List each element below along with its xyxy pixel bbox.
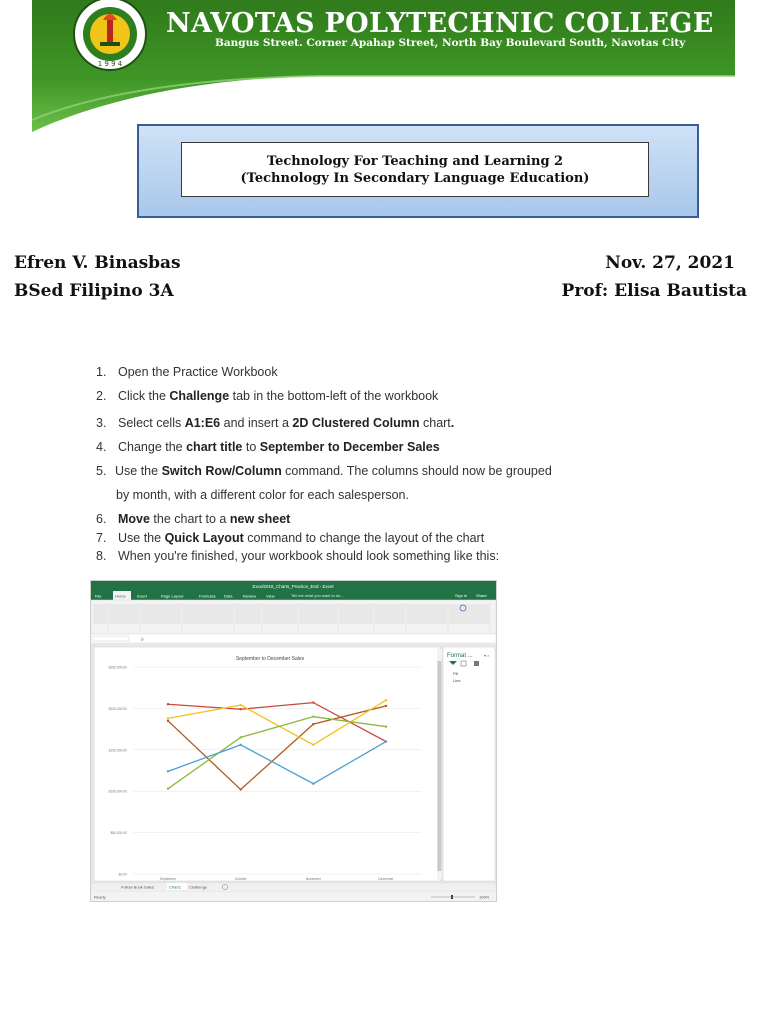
ribbon-group[interactable]: [407, 604, 447, 624]
step-emphasis: new sheet: [229, 512, 291, 526]
course-title-box: [181, 142, 649, 197]
data-point[interactable]: [239, 708, 241, 710]
instruction-step: [116, 488, 409, 502]
ribbon-group[interactable]: [299, 604, 337, 624]
ribbon-group[interactable]: [141, 604, 181, 624]
name-box[interactable]: [93, 636, 129, 641]
ribbon-tab-view[interactable]: View: [266, 593, 275, 599]
step-emphasis: .: [450, 416, 455, 430]
ribbon-tab-formulas[interactable]: Formulas: [199, 593, 216, 599]
instruction-step: [96, 531, 484, 545]
professor-name: Prof: Elisa Bautista: [561, 281, 747, 301]
data-point[interactable]: [312, 701, 314, 703]
tell-me-box[interactable]: Tell me what you want to do...: [291, 593, 344, 598]
ribbon-group[interactable]: [449, 604, 489, 624]
size-properties-icon[interactable]: [474, 661, 479, 666]
data-point[interactable]: [312, 723, 314, 725]
data-point[interactable]: [167, 720, 169, 722]
y-tick-label: $50,000.00: [110, 831, 127, 836]
step-number: 7.: [96, 531, 107, 545]
sheet-tab[interactable]: Follow Book Sales: [121, 884, 154, 890]
excel-screenshot: [90, 580, 497, 902]
data-point[interactable]: [312, 715, 314, 717]
step-text: Click the: [118, 389, 170, 403]
data-point[interactable]: [312, 744, 314, 746]
step-emphasis: 2D Clustered Column: [292, 416, 420, 430]
step-number: 2.: [96, 389, 107, 403]
step-number: 3.: [96, 416, 107, 430]
step-text: command. The columns should now be grouped: [281, 464, 552, 478]
step-emphasis: Switch Row/Column: [161, 464, 282, 478]
data-point[interactable]: [385, 699, 387, 701]
step-text: Use the: [118, 531, 165, 545]
svg-text:1 9 9 4: 1 9 9 4: [97, 60, 123, 68]
step-emphasis: September to December Sales: [259, 440, 440, 454]
instruction-step: [96, 549, 499, 563]
course-subtitle: (Technology In Secondary Language Education): [240, 170, 590, 186]
college-name: NAVOTAS POLYTECHNIC COLLEGE: [166, 8, 714, 39]
step-text: Select cells: [118, 416, 185, 430]
instruction-step: [96, 416, 454, 430]
formula-bar[interactable]: [91, 634, 496, 643]
ribbon-group[interactable]: [339, 604, 373, 624]
data-point[interactable]: [312, 783, 314, 785]
step-text: tab in the bottom-left of the workbook: [229, 389, 439, 403]
ribbon-group[interactable]: [183, 604, 233, 624]
close-icon[interactable]: ▾ ×: [484, 653, 490, 658]
step-number: 4.: [96, 440, 107, 454]
data-point[interactable]: [167, 717, 169, 719]
sign-in-link[interactable]: Sign in: [455, 593, 468, 598]
step-text: When you're finished, your workbook should look something like this:: [118, 549, 500, 563]
excel-window-title: Excel2016_Charts_Practice_End - Excel: [252, 584, 334, 589]
step-text: Change the: [118, 440, 187, 454]
ribbon-tab-home[interactable]: Home: [115, 593, 126, 599]
step-text: to: [242, 440, 260, 454]
data-point[interactable]: [167, 788, 169, 790]
data-point[interactable]: [239, 704, 241, 706]
vertical-scroll-thumb[interactable]: [438, 661, 442, 871]
chart-title[interactable]: September to December Sales: [235, 656, 305, 662]
format-pane-title: Format ...: [447, 653, 473, 659]
format-pane-fill[interactable]: Fill: [453, 671, 459, 676]
step-number: 5.: [96, 464, 107, 478]
step-emphasis: chart title: [186, 440, 243, 454]
student-section: BSed Filipino 3A: [14, 281, 174, 301]
instruction-step: [96, 512, 290, 526]
step-number: 8.: [96, 549, 107, 563]
share-button[interactable]: Share: [476, 593, 487, 598]
y-tick-label: $100,000.00: [108, 789, 127, 794]
step-text: Open the Practice Workbook: [118, 365, 278, 379]
data-point[interactable]: [385, 725, 387, 727]
submission-date: Nov. 27, 2021: [605, 253, 735, 273]
zoom-slider-thumb[interactable]: [451, 895, 453, 899]
fx-label: fx: [141, 636, 144, 642]
x-tick-label: October: [234, 877, 247, 881]
format-pane: [443, 647, 495, 881]
step-emphasis: A1:E6: [184, 416, 221, 430]
ribbon-tab-file[interactable]: File: [95, 593, 102, 599]
step-number: 6.: [96, 512, 107, 526]
y-tick-label: $150,000.00: [108, 748, 127, 753]
data-point[interactable]: [239, 736, 241, 738]
ribbon-group[interactable]: [235, 604, 261, 624]
data-point[interactable]: [167, 770, 169, 772]
ribbon-group[interactable]: [93, 604, 107, 624]
ribbon-group[interactable]: [109, 604, 139, 624]
college-seal: [62, 0, 162, 80]
status-text: Ready: [94, 894, 106, 900]
data-point[interactable]: [239, 788, 241, 790]
data-point[interactable]: [385, 740, 387, 742]
sheet-tab[interactable]: Challenge: [189, 884, 208, 890]
zoom-level[interactable]: 100%: [479, 894, 490, 900]
ribbon-group[interactable]: [375, 604, 405, 624]
step-text: Use the: [115, 464, 162, 478]
step-emphasis: Challenge: [169, 389, 230, 403]
format-pane-line[interactable]: Line: [453, 678, 461, 683]
ribbon-group[interactable]: [263, 604, 297, 624]
x-tick-label: November: [305, 877, 321, 881]
step-emphasis: Quick Layout: [164, 531, 244, 545]
ribbon-tab-data[interactable]: Data: [224, 593, 233, 599]
chart-sheet[interactable]: [94, 647, 440, 881]
ribbon-tab-review[interactable]: Review: [243, 593, 257, 599]
instruction-step: [96, 440, 440, 454]
x-tick-label: September: [159, 877, 177, 881]
step-text: the chart to a: [149, 512, 230, 526]
step-text: and insert a: [220, 416, 293, 430]
data-point[interactable]: [239, 744, 241, 746]
data-point[interactable]: [385, 705, 387, 707]
y-tick-label: $200,000.00: [108, 706, 127, 711]
college-address: Bangus Street. Corner Apahap Street, North Bay Boulevard South, Navotas City: [215, 37, 686, 49]
course-title: Technology For Teaching and Learning 2: [266, 153, 564, 169]
x-tick-label: December: [378, 877, 394, 881]
status-bar: [91, 892, 496, 901]
data-point[interactable]: [167, 703, 169, 705]
step-text: command to change the layout of the chart: [243, 531, 485, 545]
y-tick-label: $0.00: [118, 872, 127, 877]
ribbon-tab-insert[interactable]: Insert: [137, 593, 148, 599]
step-text: by month, with a different color for each salesperson.: [116, 488, 409, 502]
instruction-step: [96, 389, 438, 403]
y-tick-label: $250,000.00: [108, 665, 127, 670]
step-emphasis: Move: [118, 512, 150, 526]
step-number: 1.: [96, 365, 107, 379]
excel-window: [91, 581, 496, 901]
step-text: chart: [419, 416, 451, 430]
instruction-step: [96, 464, 552, 478]
ribbon-tab-page-layout[interactable]: Page Layout: [161, 593, 184, 599]
instruction-step: [96, 365, 278, 379]
student-name: Efren V. Binasbas: [14, 253, 181, 273]
sheet-tab[interactable]: Chart1: [169, 884, 182, 890]
